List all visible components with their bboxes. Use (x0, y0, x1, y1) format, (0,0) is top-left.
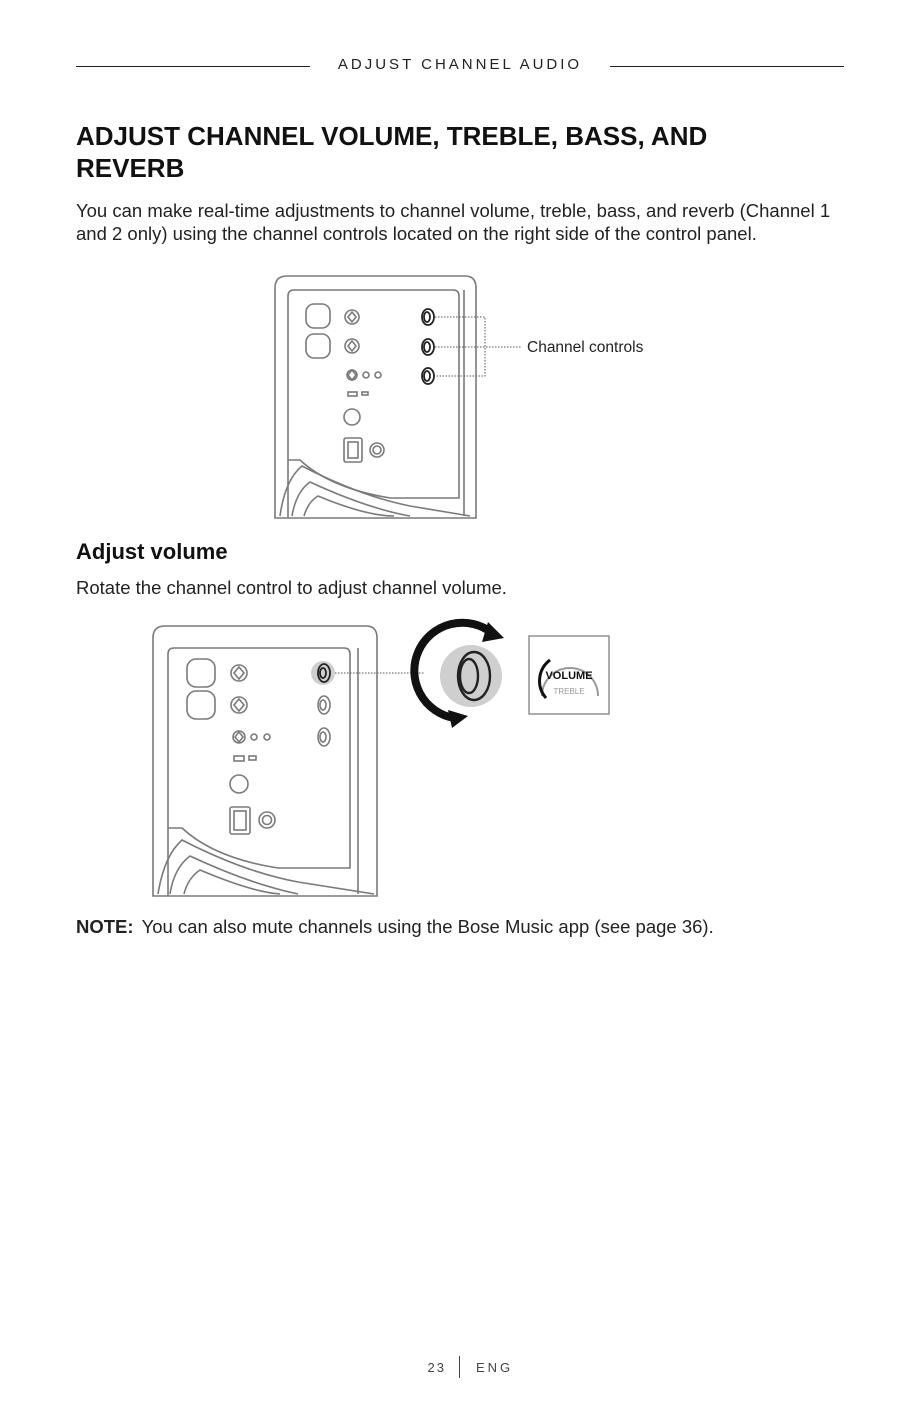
subsection-text: Rotate the channel control to adjust channel volume. (76, 577, 507, 598)
knob-volume-label: VOLUME (545, 670, 593, 682)
note-text: You can also mute channels using the Bose Music app (see page 36). (141, 916, 714, 937)
channel-controls-callout: Channel controls (527, 339, 644, 356)
intro-paragraph: You can make real-time adjustments to channel volume, treble, bass, and reverb (Channel 1 and 2 only) using the channel controls located on the right side of the control panel. (76, 200, 831, 244)
speaker-panel-figure-1 (270, 270, 530, 525)
knob-treble-label: TREBLE (553, 687, 585, 696)
subsection-title: Adjust volume (76, 539, 228, 564)
page-title: ADJUST CHANNEL VOLUME, TREBLE, BASS, AND REVERB (76, 121, 708, 183)
page-number: 23 (427, 1360, 446, 1375)
language-code: ENG (476, 1360, 514, 1375)
note (76, 916, 714, 938)
section-header: ADJUST CHANNEL AUDIO (0, 56, 920, 73)
footer-divider (459, 1356, 460, 1378)
note-label: NOTE: (76, 916, 134, 937)
speaker-panel-figure-2 (148, 618, 618, 903)
